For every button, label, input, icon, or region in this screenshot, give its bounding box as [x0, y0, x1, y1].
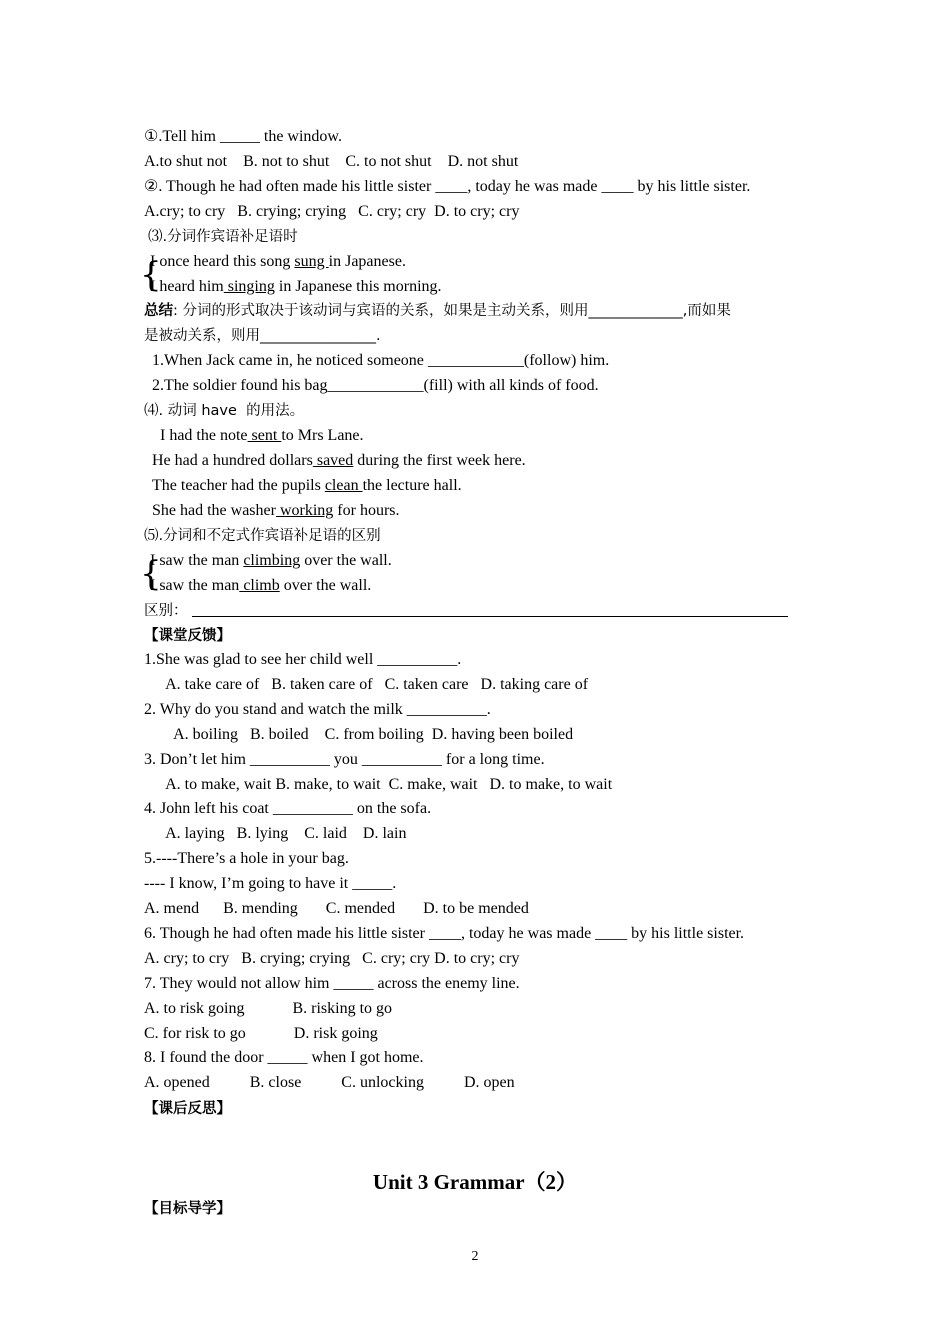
difference-label: 区别： [144, 603, 188, 619]
feedback-line: A. laying B. lying C. laid D. lain [154, 825, 407, 843]
section-4-heading: ⑷. 动词 have 的用法。 [144, 403, 305, 419]
feedback-line: A. boiling B. boiled C. from boiling D. having been boiled [158, 725, 574, 743]
feedback-line: 7. They would not allow him _____ across the enemy line. [144, 974, 520, 992]
question-1-options: A.to shut not B. not to shut C. to not shut D. not shut [144, 153, 519, 170]
have-example-3: The teacher had the pupils clean the lecture hall. [152, 477, 462, 494]
example-climb: I saw the man climb over the wall. [150, 577, 372, 594]
section-5-heading: ⑸.分词和不定式作宾语补足语的区别 [144, 528, 381, 544]
feedback-line: A. mend B. mending C. mended D. to be mended [144, 900, 529, 917]
feedback-line: C. for risk to go D. risk going [144, 1024, 378, 1042]
unit-title: Unit 3 Grammar（2） [372, 1170, 578, 1194]
feedback-line: A. opened B. close C. unlocking D. open [144, 1074, 515, 1092]
feedback-line: A. cry; to cry B. crying; crying C. cry; cry D. to cry; cry [144, 949, 520, 967]
feedback-line: A. to risk going B. risking to go [144, 999, 393, 1017]
reflection-heading: 【课后反思】 [144, 1101, 231, 1117]
left-brace-icon: { [140, 554, 162, 594]
feedback-line: 1.She was glad to see her child well __________. [144, 651, 462, 668]
page-number: 2 [471, 1249, 479, 1264]
have-example-1: I had the note sent to Mrs Lane. [160, 427, 364, 444]
feedback-line: 6. Though he had often made his little sister ____, today he was made ____ by his little sister. [144, 924, 745, 942]
practice-1: 1.When Jack came in, he noticed someone ____________(follow) him. [152, 352, 610, 369]
feedback-heading: 【课堂反馈】 [144, 628, 231, 644]
feedback-line: 2. Why do you stand and watch the milk __________. [144, 700, 491, 718]
goal-heading: 【目标导学】 [144, 1201, 231, 1217]
feedback-line: 8. I found the door _____ when I got home. [144, 1049, 424, 1067]
difference-answer-line [192, 616, 788, 617]
summary-line-2: 是被动关系，则用________________. [144, 328, 381, 344]
have-example-2: He had a hundred dollars saved during the first week here. [152, 452, 526, 469]
section-3-heading: ⑶.分词作宾语补足语时 [148, 229, 298, 245]
feedback-line: 4. John left his coat __________ on the sofa. [144, 800, 432, 818]
have-example-4: She had the washer working for hours. [152, 502, 400, 519]
feedback-line: 5.----There’s a hole in your bag. [144, 850, 349, 868]
question-2: ②. Though he had often made his little sister ____, today he was made ____ by his little sister. [144, 178, 751, 195]
left-brace-icon: { [140, 255, 162, 295]
summary-line-1: 总结: 分词的形式取决于该动词与宾语的关系，如果是主动关系，则用_____________,而如果 [144, 303, 731, 319]
feedback-line: ---- I know, I’m going to have it _____. [144, 875, 397, 893]
example-singing: I heard him singing in Japanese this morning. [150, 278, 442, 295]
example-climbing: I saw the man climbing over the wall. [150, 552, 392, 569]
practice-2: 2.The soldier found his bag____________(fill) with all kinds of food. [152, 377, 599, 394]
feedback-line: A. take care of B. taken care of C. taken care D. taking care of [154, 675, 589, 693]
feedback-line: 3. Don’t let him __________ you __________ for a long time. [144, 750, 545, 768]
question-1: ①.Tell him _____ the window. [144, 128, 342, 145]
example-sung: I once heard this song sung in Japanese. [150, 253, 406, 270]
question-2-options: A.cry; to cry B. crying; crying C. cry; cry D. to cry; cry [144, 203, 520, 220]
feedback-line: A. to make, wait B. make, to wait C. make, wait D. to make, to wait [154, 775, 613, 793]
